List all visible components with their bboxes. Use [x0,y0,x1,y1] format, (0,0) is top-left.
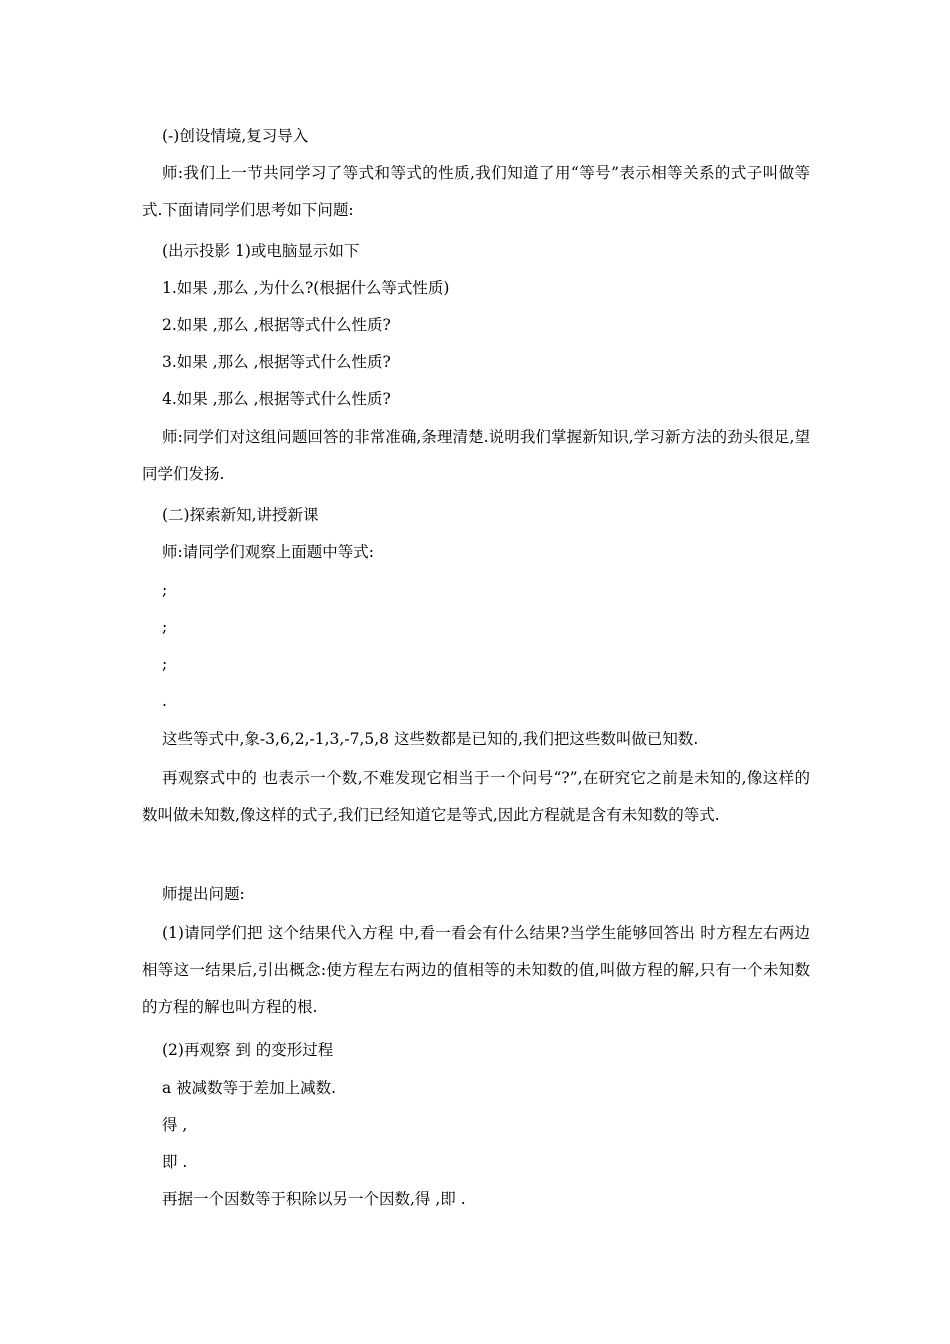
section-heading-1: (-)创设情境,复习导入 [162,127,309,145]
equation-line: ; [162,655,168,673]
paragraph: 师:请同学们观察上面题中等式: [162,543,374,561]
paragraph: 师提出问题: [162,885,245,903]
paragraph: 这些等式中,象-3,6,2,-1,3,-7,5,8 这些数都是已知的,我们把这些数叫做已知数. [162,730,699,748]
paragraph: 得 , [162,1116,188,1134]
paragraph: (1)请同学们把 这个结果代入方程 中,看一看会有什么结果?当学生能够回答出 时方程左右两边相等这一结果后,引出概念:使方程左右两边的值相等的未知数的值,叫做方程的解,只有一个未知数的方程的解也叫方程的根. [142,924,810,1016]
paragraph: (出示投影 1)或电脑显示如下 [162,242,360,260]
question-item: 2.如果 ,那么 ,根据等式什么性质? [162,316,391,334]
equation-line: . [162,692,167,710]
question-item: 3.如果 ,那么 ,根据等式什么性质? [162,353,391,371]
paragraph: a 被减数等于差加上减数. [162,1079,337,1097]
paragraph: 师:同学们对这组问题回答的非常准确,条理清楚.说明我们掌握新知识,学习新方法的劲头很足,望同学们发扬. [142,428,810,483]
paragraph: 再据一个因数等于积除以另一个因数,得 ,即 . [162,1190,466,1208]
equation-line: ; [162,618,168,636]
section-heading-2: (二)探索新知,讲授新课 [162,506,319,524]
question-item: 1.如果 ,那么 ,为什么?(根据什么等式性质) [162,279,450,297]
paragraph: (2)再观察 到 的变形过程 [162,1041,334,1059]
paragraph: 即 . [162,1153,188,1171]
equation-line: ; [162,581,168,599]
question-item: 4.如果 ,那么 ,根据等式什么性质? [162,390,391,408]
paragraph: 师:我们上一节共同学习了等式和等式的性质,我们知道了用“等号”表示相等关系的式子叫做等式.下面请同学们思考如下问题: [142,164,810,219]
paragraph: 再观察式中的 也表示一个数,不难发现它相当于一个问号“?”,在研究它之前是未知的,像这样的数叫做未知数,像这样的式子,我们已经知道它是等式,因此方程就是含有未知数的等式. [142,769,810,824]
